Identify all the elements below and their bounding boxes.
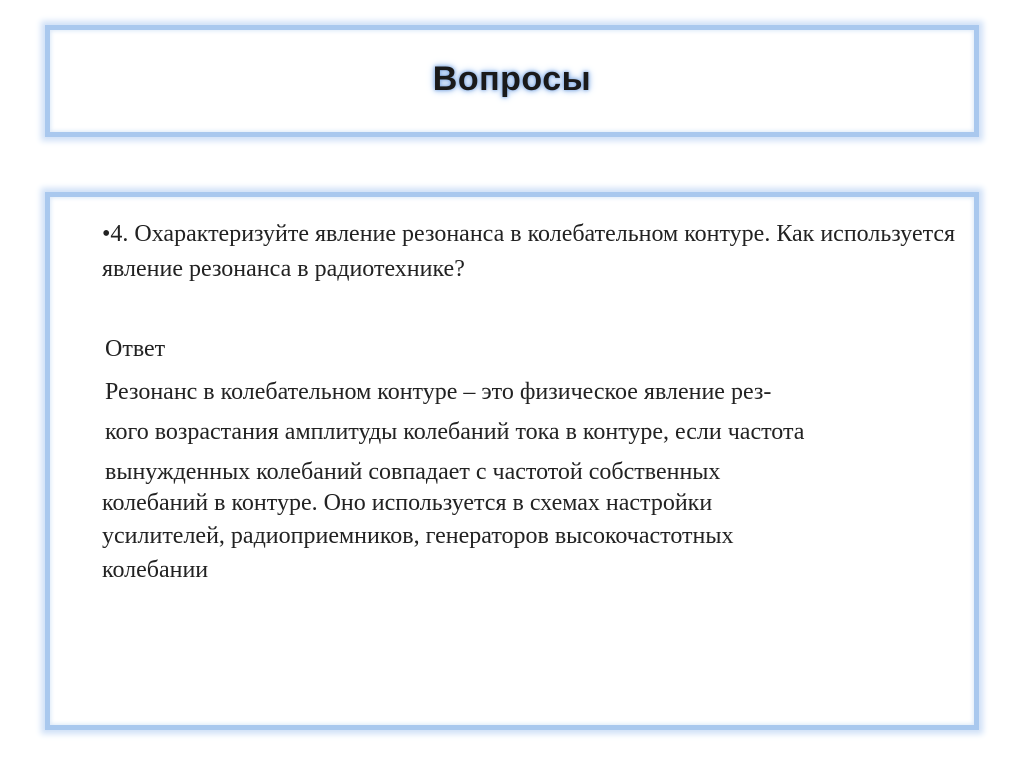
title-box — [45, 25, 979, 137]
answer-line: колебаний в контуре. Оно используется в схемах настройки — [102, 490, 713, 516]
answer-line: колебании — [102, 557, 209, 583]
answer-line: кого возрастания амплитуды колебаний тока в контуре, если частота — [105, 419, 805, 445]
answer-label: Ответ — [105, 336, 166, 362]
answer-line: Резонанс в колебательном контуре – это физическое явление рез- — [105, 379, 772, 405]
slide-title: Вопросы — [432, 60, 592, 98]
question-text: •4. Охарактеризуйте явление резонанса в колебательном контуре. Как используется явление резонанса в радиотехнике? — [102, 221, 956, 282]
answer-line: усилителей, радиоприемников, генераторов высокочастотных — [102, 523, 734, 549]
answer-line: вынужденных колебаний совпадает с частотой собственных — [105, 459, 721, 485]
content-box — [45, 192, 979, 730]
